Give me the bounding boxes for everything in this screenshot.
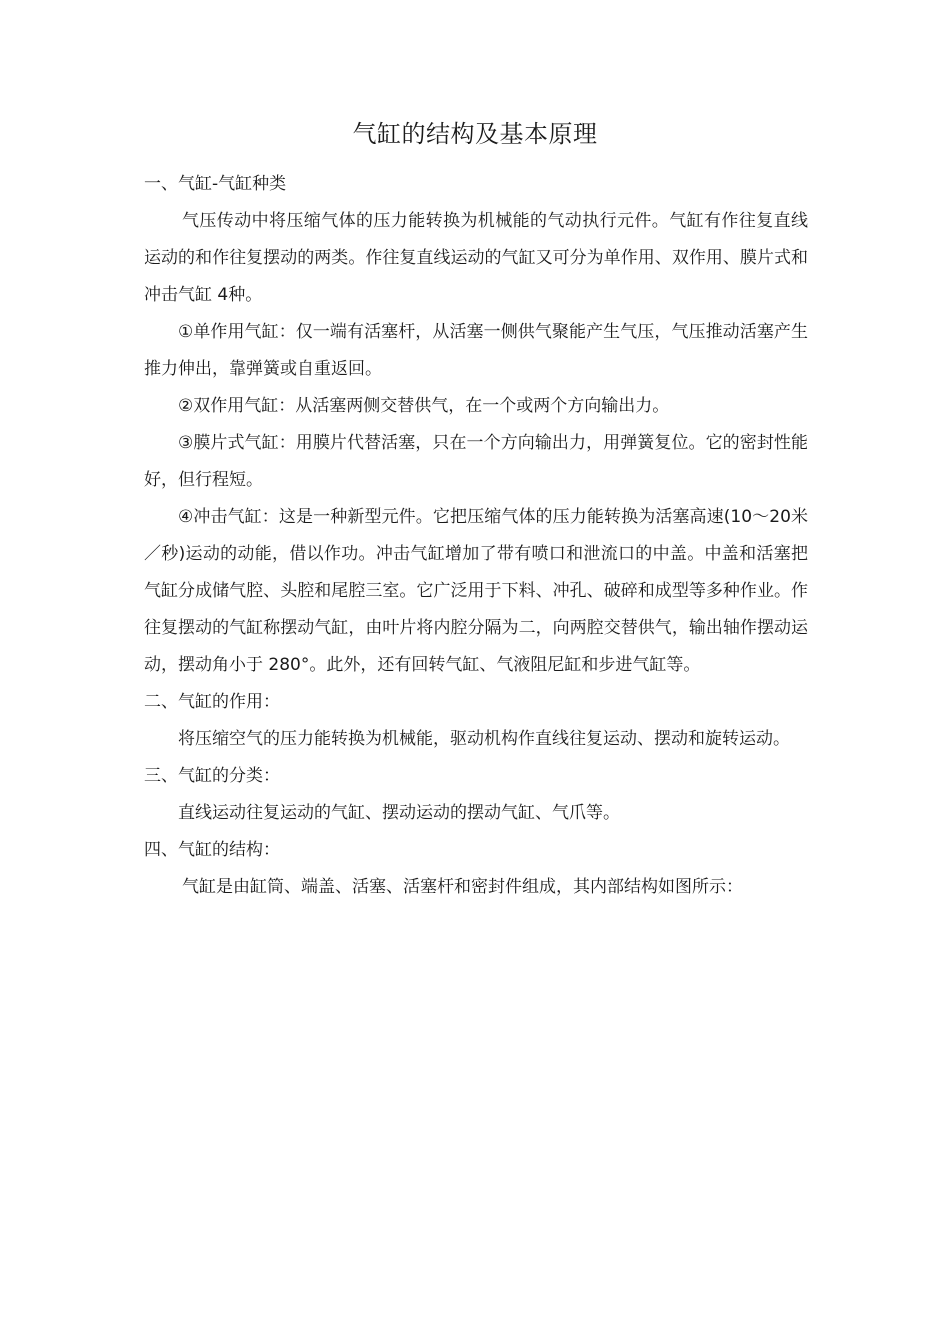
paragraph-diaphragm: ③膜片式气缸：用膜片代替活塞，只在一个方向输出力，用弹簧复位。它的密封性能好，但行程短。 <box>144 433 808 490</box>
paragraph-structure: 气缸是由缸筒、端盖、活塞、活塞杆和密封件组成，其内部结构如图所示： <box>182 877 743 897</box>
paragraph-impact: ④冲击气缸：这是一种新型元件。它把压缩气体的压力能转换为活塞高速(10～20米／秒)运动的动能，借以作功。冲击气缸增加了带有喷口和泄流口的中盖。中盖和活塞把气缸分成储气腔、头腔和尾腔三室。它广泛用于下料、冲孔、破碎和成型等多种作业。作往复摆动的气缸称摆动气缸，由叶片将内腔分隔为二，向两腔交替供气，输出轴作摆动运动，摆动角小于 280°。此外，还有回转气缸、气液阻尼缸和步进气缸等。 <box>144 507 808 675</box>
paragraph-function: 将压缩空气的压力能转换为机械能，驱动机构作直线往复运动、摆动和旋转运动。 <box>178 729 790 749</box>
section-heading-structure: 四、气缸的结构： <box>144 840 280 860</box>
document-title: 气缸的结构及基本原理 <box>352 120 598 148</box>
section-heading-types: 一、气缸-气缸种类 <box>144 174 287 194</box>
paragraph-classification: 直线运动往复运动的气缸、摆动运动的摆动气缸、气爪等。 <box>178 803 620 823</box>
document-body <box>144 166 808 906</box>
section-heading-function: 二、气缸的作用： <box>144 692 280 712</box>
section-heading-classification: 三、气缸的分类： <box>144 766 280 786</box>
paragraph-overview: 气压传动中将压缩气体的压力能转换为机械能的气动执行元件。气缸有作往复直线运动的和作往复摆动的两类。作往复直线运动的气缸又可分为单作用、双作用、膜片式和冲击气缸 4种。 <box>144 211 808 305</box>
paragraph-double-acting: ②双作用气缸：从活塞两侧交替供气，在一个或两个方向输出力。 <box>178 396 670 416</box>
paragraph-single-acting: ①单作用气缸：仅一端有活塞杆，从活塞一侧供气聚能产生气压，气压推动活塞产生推力伸出，靠弹簧或自重返回。 <box>144 322 808 379</box>
